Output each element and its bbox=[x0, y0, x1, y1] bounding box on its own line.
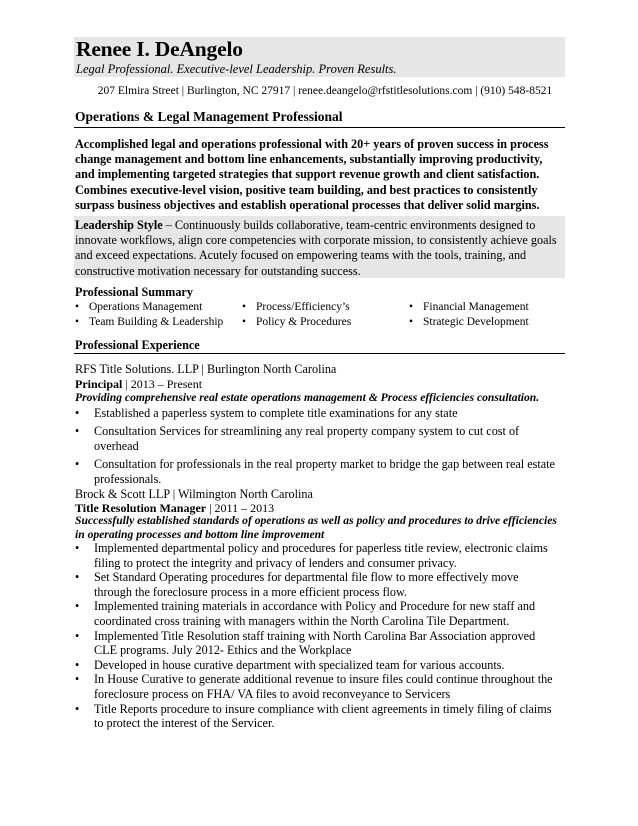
job-bullets bbox=[75, 541, 555, 731]
leadership-text: – Continuously builds collaborative, team-centric environments designed to innovate workflows, align core competencies with corporate mission, to consistently achieve goals and exceed expectations. Acutely focused on empowering teams with the tools, training, and constructive motivation necessary for outstanding success. bbox=[75, 218, 557, 278]
skill-item: • Financial Management bbox=[409, 301, 529, 313]
headline: Operations & Legal Management Professional bbox=[75, 109, 343, 124]
list-item: • Implemented departmental policy and procedures for paperless title review, electronic claims filing to protect the integrity and privacy of lenders and consumer privacy. bbox=[75, 541, 548, 570]
job-company: Brock & Scott LLP | Wilmington North Carolina bbox=[75, 487, 313, 501]
job-description: Providing comprehensive real estate operations management & Process efficiencies consultation. bbox=[75, 391, 540, 404]
list-item: • Implemented Title Resolution staff training with North Carolina Bar Association approved CLE programs. July 2012- Ethics and the Workplace bbox=[75, 628, 536, 658]
headline-rule bbox=[74, 127, 565, 128]
skill-item: • Operations Management bbox=[75, 301, 203, 313]
skill-item: • Policy & Procedures bbox=[242, 316, 352, 328]
job-title: Principal | 2013 – Present bbox=[75, 377, 203, 391]
list-item: • In House Curative to generate additional revenue to insure files could continue throughout the foreclosure process on FHA/ VA files to avoid reconveyance to Servicers bbox=[75, 672, 553, 701]
summary-paragraph: Accomplished legal and operations professional with 20+ years of proven success in process change management and bottom line enhancements, substantially improving productivity, and implementing targeted strategies that support revenue growth and client satisfaction. Combines executive-level vision, positive team building, and best practices to consistently surpass business objectives and establish operational processes that deliver solid margins. bbox=[75, 137, 549, 212]
candidate-name: Renee I. DeAngelo bbox=[76, 37, 243, 61]
contact-line bbox=[0, 84, 638, 99]
list-item: • Consultation for professionals in the real property market to bridge the gap between real estate professionals. bbox=[75, 457, 555, 486]
list-item: • Set Standard Operating procedures for departmental file flow to more effectively move through the foreclosure process in a more efficient process flow. bbox=[75, 570, 519, 599]
leadership-paragraph bbox=[75, 218, 565, 279]
experience-rule bbox=[74, 353, 565, 354]
job-description: Successfully established standards of operations as well as policy and procedures to drive efficiencies in operating processes and bottom line improvement bbox=[75, 514, 557, 542]
list-item: • Consultation Services for streamlining any real property company system to cut cost of overhead bbox=[75, 424, 520, 453]
job-bullets bbox=[75, 406, 555, 487]
job-company: RFS Title Solutions. LLP | Burlington North Carolina bbox=[75, 362, 337, 376]
list-item: • Title Reports procedure to insure compliance with client agreements in timely filing of claims to protect the interest of the Servicer. bbox=[75, 701, 552, 731]
experience-title: Professional Experience bbox=[75, 338, 200, 352]
contact-text: 207 Elmira Street | Burlington, NC 27917 | renee.deangelo@rfstitlesolutions.com | (910) 548-8521 bbox=[97, 85, 553, 97]
list-item: • Developed in house curative department with specialized team for various accounts. bbox=[75, 657, 505, 672]
list-item: • Implemented training materials in accordance with Policy and Procedure for new staff and coordinated cross training with managers within the North Carolina Tile Department. bbox=[75, 599, 536, 628]
professional-summary-title: Professional Summary bbox=[75, 285, 193, 299]
job-title: Title Resolution Manager | 2011 – 2013 bbox=[75, 501, 275, 515]
skill-item: • Team Building & Leadership bbox=[75, 316, 224, 328]
skill-item: • Strategic Development bbox=[409, 316, 529, 328]
tagline: Legal Professional. Executive-level Leadership. Proven Results. bbox=[76, 62, 397, 76]
leadership-label: Leadership Style bbox=[75, 218, 163, 232]
list-item: • Established a paperless system to complete title examinations for any state bbox=[75, 406, 458, 420]
skill-item: • Process/Efficiency’s bbox=[242, 301, 350, 313]
